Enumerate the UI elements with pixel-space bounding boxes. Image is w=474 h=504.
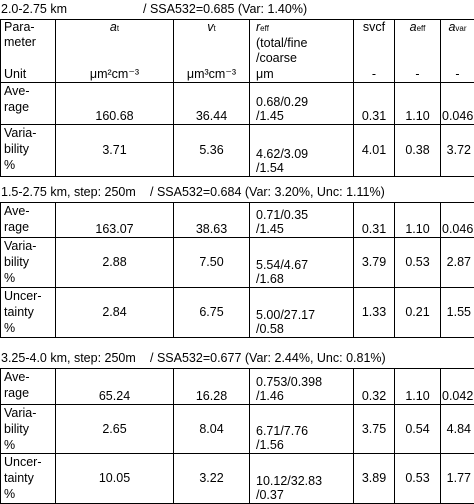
reff-value: 0.71/0.35 /1.45 [250, 203, 354, 238]
table-row [1, 83, 474, 125]
a-t-value: 2.65 [56, 405, 174, 454]
reff-unit: μm [256, 66, 352, 82]
table-row [1, 203, 474, 238]
a-var-header: avar - [441, 20, 474, 83]
svcf-header: svcf - [354, 20, 395, 83]
svcf-value: 0.31 [354, 203, 395, 238]
a-var-value: 4.84 [441, 405, 474, 454]
svcf-unit: - [355, 66, 393, 82]
a-eff-header: aeff - [395, 20, 441, 83]
v-t-value: 36.44 [174, 83, 250, 125]
a-t-value: 160.68 [56, 83, 174, 125]
reff-value: 5.00/27.17 /0.58 [250, 288, 354, 338]
reff-value: 10.12/32.83 /0.37 [250, 454, 354, 504]
svcf-value: 4.01 [354, 125, 395, 177]
section3-ssa: / SSA532=0.677 (Var: 2.44%, Unc: 0.81%) [150, 349, 386, 367]
v-t-value: 38.63 [174, 203, 250, 238]
v-t-value: 3.22 [174, 454, 250, 504]
row-label: Uncer- tainty % [1, 288, 56, 338]
table-row [1, 125, 474, 177]
reff-value: 0.753/0.398 /1.46 [250, 369, 354, 405]
section2-heading [0, 183, 474, 201]
svcf-value: 3.75 [354, 405, 395, 454]
svcf-value: 3.79 [354, 238, 395, 288]
a-var-value: 3.72 [441, 125, 474, 177]
table-row [1, 238, 474, 288]
row-label: Varia- bility % [1, 238, 56, 288]
a-var-value: 0.046 [441, 203, 474, 238]
a-eff-value: 0.21 [395, 288, 441, 338]
reff-value: 5.54/4.67 /1.68 [250, 238, 354, 288]
a-t-header: at μm²cm⁻³ [56, 20, 174, 83]
unit-label: Unit [4, 66, 54, 82]
svcf-value: 3.89 [354, 454, 395, 504]
v-t-header: vt μm³cm⁻³ [174, 20, 250, 83]
a-var-value: 1.55 [441, 288, 474, 338]
svcf-value: 1.33 [354, 288, 395, 338]
a-t-value: 2.88 [56, 238, 174, 288]
row-label: Ave- rage [1, 203, 56, 238]
section3-heading [0, 349, 474, 367]
a-eff-value: 0.54 [395, 405, 441, 454]
row-label: Varia- bility % [1, 405, 56, 454]
a-t-value: 10.05 [56, 454, 174, 504]
section1-table [0, 19, 474, 177]
v-t-value: 6.75 [174, 288, 250, 338]
a-eff-value: 1.10 [395, 369, 441, 405]
row-label: Uncer- tainty % [1, 454, 56, 504]
a-t-value: 2.84 [56, 288, 174, 338]
svcf-value: 0.31 [354, 83, 395, 125]
header-row [1, 20, 474, 83]
table-row [1, 454, 474, 504]
svcf-value: 0.32 [354, 369, 395, 405]
a-var-value: 2.87 [441, 238, 474, 288]
a-var-value: 1.77 [441, 454, 474, 504]
row-label: Ave- rage [1, 83, 56, 125]
section3-table [0, 368, 474, 504]
section1-ssa: / SSA532=0.685 (Var: 1.40%) [143, 0, 307, 18]
section2-table [0, 202, 474, 338]
section2-ssa: / SSA532=0.684 (Var: 3.20%, Unc: 1.11%) [150, 183, 385, 201]
table-row [1, 405, 474, 454]
row-label: Varia- bility % [1, 125, 56, 177]
reff-value: 6.71/7.76 /1.56 [250, 405, 354, 454]
a-eff-unit: - [396, 66, 439, 82]
reff-value: 0.68/0.29 /1.45 [250, 83, 354, 125]
a-eff-value: 0.53 [395, 238, 441, 288]
a-var-value: 0.046 [441, 83, 474, 125]
a-eff-value: 1.10 [395, 83, 441, 125]
v-t-value: 8.04 [174, 405, 250, 454]
a-t-value: 3.71 [56, 125, 174, 177]
parameter-header: Para- meter Unit [1, 20, 56, 83]
a-t-value: 65.24 [56, 369, 174, 405]
v-t-unit: μm³cm⁻³ [175, 66, 248, 82]
a-var-value: 0.042 [441, 369, 474, 405]
section1-altitude-range: 2.0-2.75 km [1, 0, 67, 18]
row-label: Ave- rage [1, 369, 56, 405]
a-t-value: 163.07 [56, 203, 174, 238]
section3-altitude-range: 3.25-4.0 km, step: 250m [1, 349, 136, 367]
reff-header: reff (total/fine /coarse μm [250, 20, 354, 83]
a-eff-value: 0.38 [395, 125, 441, 177]
v-t-value: 7.50 [174, 238, 250, 288]
a-eff-value: 1.10 [395, 203, 441, 238]
a-eff-value: 0.53 [395, 454, 441, 504]
v-t-value: 16.28 [174, 369, 250, 405]
section1-heading [0, 0, 474, 18]
table-row [1, 288, 474, 338]
a-var-unit: - [442, 66, 473, 82]
section2-altitude-range: 1.5-2.75 km, step: 250m [1, 183, 136, 201]
reff-value: 4.62/3.09 /1.54 [250, 125, 354, 177]
v-t-value: 5.36 [174, 125, 250, 177]
table-row [1, 369, 474, 405]
a-t-unit: μm²cm⁻³ [57, 66, 172, 82]
